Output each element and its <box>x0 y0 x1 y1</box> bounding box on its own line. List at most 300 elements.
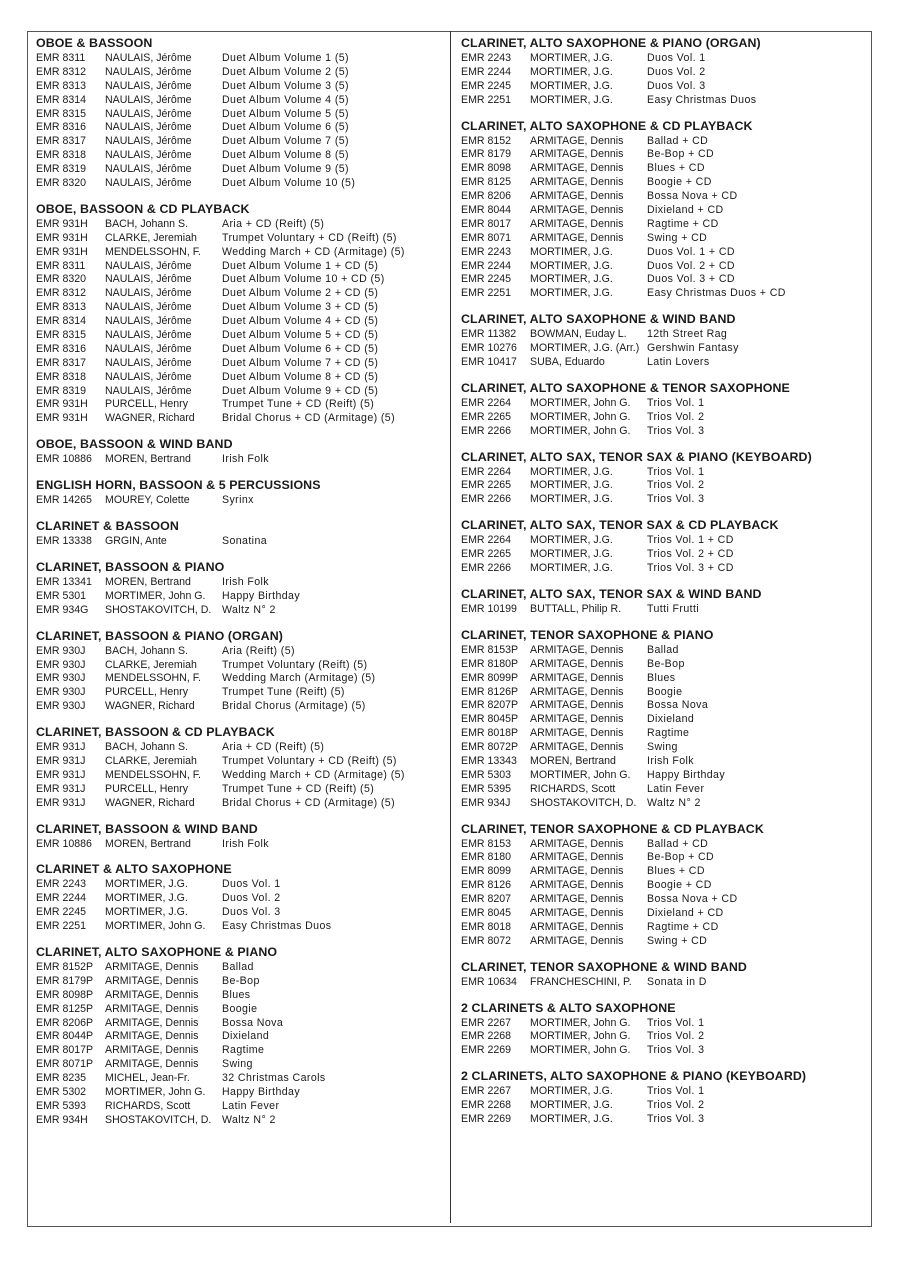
catalog-code: EMR 930J <box>36 672 86 685</box>
work-title: Duet Album Volume 5 + CD (5) <box>222 329 379 342</box>
catalog-code: EMR 10199 <box>461 602 517 615</box>
work-title: Trios Vol. 3 + CD <box>647 562 734 575</box>
catalog-code: EMR 8126 <box>461 879 512 892</box>
catalog-code: EMR 10886 <box>36 837 92 850</box>
work-title: Duos Vol. 2 + CD <box>647 259 735 272</box>
composer-name: ARMITAGE, Dennis <box>530 685 624 698</box>
catalog-entry <box>36 686 448 700</box>
catalog-code: EMR 8098P <box>36 988 94 1001</box>
catalog-entry <box>461 66 873 80</box>
catalog-entry <box>461 838 873 852</box>
catalog-entry <box>461 741 873 755</box>
catalog-entry <box>36 989 448 1003</box>
work-title: Waltz N° 2 <box>647 796 701 809</box>
catalog-section <box>461 448 873 508</box>
catalog-code: EMR 10886 <box>36 453 92 466</box>
composer-name: MORTIMER, J.G. <box>530 479 613 492</box>
composer-name: CLARKE, Jeremiah <box>105 754 197 767</box>
catalog-entry <box>461 797 873 811</box>
composer-name: NAULAIS, Jérôme <box>105 93 192 106</box>
catalog-code: EMR 8312 <box>36 287 87 300</box>
catalog-code: EMR 8152 <box>461 134 512 147</box>
work-title: Syrinx <box>222 494 254 507</box>
catalog-code: EMR 2245 <box>461 273 512 286</box>
composer-name: ARMITAGE, Dennis <box>105 960 199 973</box>
section-title: CLARINET, TENOR SAXOPHONE & CD PLAYBACK <box>461 821 764 836</box>
composer-name: MORTIMER, John G. <box>105 1085 206 1098</box>
catalog-code: EMR 931H <box>36 217 88 230</box>
composer-name: MORTIMER, John G. <box>530 768 631 781</box>
catalog-entry <box>461 1030 873 1044</box>
catalog-code: EMR 2251 <box>36 920 87 933</box>
catalog-entry <box>36 301 448 315</box>
composer-name: PURCELL, Henry <box>105 398 189 411</box>
composer-name: MORTIMER, J.G. <box>530 493 613 506</box>
catalog-entry <box>461 603 873 617</box>
work-title: Boogie <box>647 685 683 698</box>
work-title: Duos Vol. 1 + CD <box>647 245 735 258</box>
composer-name: ARMITAGE, Dennis <box>530 920 624 933</box>
composer-name: PURCELL, Henry <box>105 686 189 699</box>
catalog-entry <box>36 783 448 797</box>
catalog-section <box>36 627 448 714</box>
catalog-code: EMR 934H <box>36 1113 88 1126</box>
catalog-code: EMR 8180P <box>461 657 519 670</box>
composer-name: MENDELSSOHN, F. <box>105 672 201 685</box>
catalog-entry <box>461 260 873 274</box>
composer-name: GRGIN, Ante <box>105 535 167 548</box>
composer-name: NAULAIS, Jérôme <box>105 384 192 397</box>
work-title: Easy Christmas Duos <box>222 920 332 933</box>
catalog-entry <box>461 562 873 576</box>
composer-name: MENDELSSOHN, F. <box>105 245 201 258</box>
composer-name: MORTIMER, J.G. <box>530 562 613 575</box>
work-title: Latin Lovers <box>647 356 710 369</box>
composer-name: BACH, Johann S. <box>105 644 189 657</box>
work-title: Aria (Reift) (5) <box>222 644 295 657</box>
composer-name: NAULAIS, Jérôme <box>105 259 192 272</box>
composer-name: ARMITAGE, Dennis <box>105 1030 199 1043</box>
work-title: Ragtime <box>222 1044 265 1057</box>
catalog-entry <box>36 246 448 260</box>
catalog-code: EMR 2243 <box>36 878 87 891</box>
catalog-section <box>36 517 448 549</box>
section-title: CLARINET & ALTO SAXOPHONE <box>36 862 232 877</box>
catalog-entry <box>36 741 448 755</box>
catalog-entry <box>36 797 448 811</box>
composer-name: MORTIMER, J.G. <box>105 892 188 905</box>
catalog-code: EMR 2244 <box>461 65 512 78</box>
composer-name: RICHARDS, Scott <box>105 1099 191 1112</box>
composer-name: ARMITAGE, Dennis <box>530 893 624 906</box>
composer-name: MOREN, Bertrand <box>105 453 191 466</box>
work-title: Waltz N° 2 <box>222 603 276 616</box>
catalog-entry <box>36 398 448 412</box>
composer-name: ARMITAGE, Dennis <box>530 934 624 947</box>
catalog-entry <box>461 1085 873 1099</box>
catalog-entry <box>461 713 873 727</box>
catalog-code: EMR 8315 <box>36 107 87 120</box>
catalog-code: EMR 8180 <box>461 851 512 864</box>
catalog-code: EMR 13343 <box>461 754 517 767</box>
catalog-entry <box>36 878 448 892</box>
work-title: Trios Vol. 3 <box>647 424 705 437</box>
catalog-entry <box>461 935 873 949</box>
catalog-section <box>461 958 873 990</box>
work-title: Trumpet Tune (Reift) (5) <box>222 686 345 699</box>
catalog-code: EMR 8153 <box>461 837 512 850</box>
work-title: Wedding March + CD (Armitage) (5) <box>222 768 405 781</box>
work-title: Trios Vol. 1 <box>647 1016 705 1029</box>
composer-name: MORTIMER, J.G. <box>530 465 613 478</box>
work-title: Bossa Nova <box>647 699 709 712</box>
catalog-code: EMR 8152P <box>36 960 94 973</box>
composer-name: SHOSTAKOVITCH, D. <box>105 603 212 616</box>
work-title: Duet Album Volume 3 + CD (5) <box>222 301 379 314</box>
work-title: Waltz N° 2 <box>222 1113 276 1126</box>
catalog-code: EMR 2265 <box>461 548 512 561</box>
catalog-code: EMR 8125P <box>36 1002 94 1015</box>
work-title: Duet Album Volume 9 + CD (5) <box>222 384 379 397</box>
catalog-code: EMR 8179 <box>461 148 512 161</box>
work-title: Easy Christmas Duos + CD <box>647 287 786 300</box>
catalog-entry <box>461 466 873 480</box>
composer-name: ARMITAGE, Dennis <box>530 851 624 864</box>
work-title: Duos Vol. 1 <box>647 52 706 64</box>
catalog-entry <box>36 1044 448 1058</box>
section-title: OBOE, BASSOON & WIND BAND <box>36 437 233 452</box>
catalog-code: EMR 931H <box>36 412 88 425</box>
catalog-section <box>461 310 873 370</box>
section-title: CLARINET, BASSOON & CD PLAYBACK <box>36 725 275 740</box>
catalog-entry <box>36 1114 448 1128</box>
work-title: Trios Vol. 3 <box>647 1044 705 1057</box>
catalog-entry <box>461 232 873 246</box>
catalog-code: EMR 2251 <box>461 93 512 106</box>
catalog-entry <box>36 66 448 80</box>
catalog-section <box>36 723 448 810</box>
catalog-code: EMR 8153P <box>461 643 519 656</box>
composer-name: MORTIMER, John G. <box>530 424 631 437</box>
catalog-code: EMR 8045 <box>461 906 512 919</box>
catalog-entry <box>36 1058 448 1072</box>
catalog-code: EMR 8320 <box>36 177 87 190</box>
catalog-entry <box>36 920 448 934</box>
column-divider <box>450 31 451 1223</box>
catalog-entry <box>461 1099 873 1113</box>
composer-name: ARMITAGE, Dennis <box>105 1044 199 1057</box>
catalog-entry <box>461 976 873 990</box>
catalog-entry <box>461 328 873 342</box>
work-title: Ragtime + CD <box>647 217 719 230</box>
work-title: Bridal Chorus + CD (Armitage) (5) <box>222 412 396 425</box>
catalog-entry <box>461 644 873 658</box>
work-title: Duos Vol. 3 <box>222 906 281 919</box>
catalog-section <box>461 820 873 949</box>
composer-name: CLARKE, Jeremiah <box>105 231 197 244</box>
catalog-entry <box>36 576 448 590</box>
catalog-section <box>36 435 448 467</box>
catalog-entry <box>461 865 873 879</box>
section-title: 2 CLARINETS & ALTO SAXOPHONE <box>461 1000 676 1015</box>
composer-name: MORTIMER, J.G. <box>530 245 613 258</box>
catalog-entry <box>461 148 873 162</box>
catalog-code: EMR 8316 <box>36 121 87 134</box>
catalog-entry <box>461 921 873 935</box>
catalog-code: EMR 10634 <box>461 975 517 988</box>
catalog-entry <box>36 659 448 673</box>
catalog-section <box>461 379 873 439</box>
work-title: Trumpet Tune + CD (Reift) (5) <box>222 398 375 411</box>
catalog-entry <box>461 851 873 865</box>
work-title: Trios Vol. 2 <box>647 410 705 423</box>
catalog-code: EMR 8317 <box>36 356 87 369</box>
composer-name: ARMITAGE, Dennis <box>105 1016 199 1029</box>
work-title: Duos Vol. 2 <box>647 65 706 78</box>
work-title: Trios Vol. 1 <box>647 1085 705 1098</box>
catalog-code: EMR 931J <box>36 741 86 754</box>
catalog-code: EMR 10417 <box>461 356 517 369</box>
composer-name: ARMITAGE, Dennis <box>105 988 199 1001</box>
work-title: Bossa Nova + CD <box>647 893 738 906</box>
work-title: Bossa Nova + CD <box>647 190 738 203</box>
catalog-entry <box>36 287 448 301</box>
catalog-code: EMR 931H <box>36 231 88 244</box>
catalog-code: EMR 2243 <box>461 52 512 64</box>
catalog-code: EMR 5302 <box>36 1085 87 1098</box>
section-title: CLARINET, ALTO SAXOPHONE & PIANO <box>36 944 278 959</box>
work-title: Duos Vol. 2 <box>222 892 281 905</box>
work-title: Duet Album Volume 5 (5) <box>222 107 349 120</box>
catalog-entry <box>461 411 873 425</box>
catalog-entry <box>36 1072 448 1086</box>
work-title: Be-Bop <box>222 974 260 987</box>
catalog-entry <box>461 658 873 672</box>
catalog-code: EMR 930J <box>36 644 86 657</box>
work-title: Easy Christmas Duos <box>647 93 757 106</box>
catalog-entry <box>461 907 873 921</box>
catalog-entry <box>36 315 448 329</box>
section-title: CLARINET, ALTO SAX, TENOR SAX & CD PLAYBACK <box>461 518 779 533</box>
catalog-section <box>461 1067 873 1127</box>
work-title: Ballad + CD <box>647 134 709 147</box>
composer-name: NAULAIS, Jérôme <box>105 287 192 300</box>
composer-name: MORTIMER, J.G. <box>530 1112 613 1125</box>
catalog-code: EMR 8072 <box>461 934 512 947</box>
catalog-section <box>461 999 873 1059</box>
work-title: Swing + CD <box>647 934 708 947</box>
composer-name: ARMITAGE, Dennis <box>530 671 624 684</box>
catalog-entry <box>36 590 448 604</box>
work-title: Duet Album Volume 7 + CD (5) <box>222 356 379 369</box>
catalog-code: EMR 8126P <box>461 685 519 698</box>
composer-name: ARMITAGE, Dennis <box>530 837 624 850</box>
catalog-entry <box>461 190 873 204</box>
catalog-section <box>461 585 873 617</box>
section-title: CLARINET, TENOR SAXOPHONE & WIND BAND <box>461 959 747 974</box>
catalog-entry <box>36 94 448 108</box>
work-title: Duet Album Volume 7 (5) <box>222 135 349 148</box>
catalog-entry <box>461 879 873 893</box>
catalog-entry <box>461 287 873 301</box>
composer-name: ARMITAGE, Dennis <box>105 1002 199 1015</box>
catalog-entry <box>36 371 448 385</box>
catalog-code: EMR 8235 <box>36 1072 87 1085</box>
work-title: Be-Bop + CD <box>647 148 715 161</box>
catalog-entry <box>461 425 873 439</box>
work-title: Irish Folk <box>222 575 269 588</box>
catalog-code: EMR 8206P <box>36 1016 94 1029</box>
composer-name: ARMITAGE, Dennis <box>530 148 624 161</box>
work-title: Boogie + CD <box>647 176 712 189</box>
catalog-entry <box>461 783 873 797</box>
catalog-entry <box>461 686 873 700</box>
catalog-entry <box>461 769 873 783</box>
catalog-code: EMR 8071 <box>461 231 512 244</box>
catalog-entry <box>36 260 448 274</box>
catalog-entry <box>36 1086 448 1100</box>
composer-name: MORTIMER, J.G. <box>530 534 613 547</box>
work-title: Ballad + CD <box>647 837 709 850</box>
composer-name: ARMITAGE, Dennis <box>530 741 624 754</box>
work-title: Trumpet Tune + CD (Reift) (5) <box>222 782 375 795</box>
catalog-entry <box>36 645 448 659</box>
catalog-entry <box>461 162 873 176</box>
catalog-column-right <box>461 34 873 1136</box>
catalog-code: EMR 8319 <box>36 163 87 176</box>
work-title: Trios Vol. 2 + CD <box>647 548 734 561</box>
catalog-code: EMR 2267 <box>461 1016 512 1029</box>
catalog-section <box>36 200 448 426</box>
composer-name: MORTIMER, John G. <box>105 920 206 933</box>
section-title: CLARINET, ALTO SAXOPHONE & WIND BAND <box>461 312 736 327</box>
catalog-code: EMR 8313 <box>36 79 87 92</box>
catalog-entry <box>461 727 873 741</box>
work-title: Duet Album Volume 6 (5) <box>222 121 349 134</box>
composer-name: NAULAIS, Jérôme <box>105 370 192 383</box>
work-title: 12th Street Rag <box>647 328 728 341</box>
work-title: Dixieland + CD <box>647 906 724 919</box>
catalog-code: EMR 8017P <box>36 1044 94 1057</box>
composer-name: ARMITAGE, Dennis <box>530 657 624 670</box>
catalog-entry <box>461 246 873 260</box>
work-title: Boogie <box>222 1002 258 1015</box>
work-title: Sonata in D <box>647 975 707 988</box>
catalog-code: EMR 930J <box>36 700 86 713</box>
section-title: CLARINET, ALTO SAX, TENOR SAX & PIANO (KEYBOARD) <box>461 449 812 464</box>
composer-name: ARMITAGE, Dennis <box>530 699 624 712</box>
work-title: Blues + CD <box>647 865 705 878</box>
catalog-entry <box>36 838 448 852</box>
catalog-code: EMR 8072P <box>461 741 519 754</box>
catalog-code: EMR 2264 <box>461 396 512 409</box>
catalog-entry <box>461 356 873 370</box>
catalog-code: EMR 8314 <box>36 315 87 328</box>
work-title: Irish Folk <box>222 453 269 466</box>
catalog-code: EMR 2266 <box>461 424 512 437</box>
section-title: CLARINET, ALTO SAXOPHONE & PIANO (ORGAN) <box>461 36 761 50</box>
catalog-section <box>36 943 448 1128</box>
catalog-code: EMR 8315 <box>36 329 87 342</box>
catalog-entry <box>36 135 448 149</box>
composer-name: MORTIMER, J.G. <box>530 93 613 106</box>
composer-name: MORTIMER, John G. <box>105 589 206 602</box>
catalog-code: EMR 13341 <box>36 575 92 588</box>
catalog-code: EMR 2243 <box>461 245 512 258</box>
catalog-code: EMR 5303 <box>461 768 512 781</box>
work-title: Ragtime + CD <box>647 920 719 933</box>
work-title: Dixieland + CD <box>647 204 724 217</box>
composer-name: MORTIMER, J.G. <box>105 906 188 919</box>
section-title: 2 CLARINETS, ALTO SAXOPHONE & PIANO (KEYBOARD) <box>461 1069 807 1084</box>
catalog-entry <box>461 755 873 769</box>
catalog-entry <box>461 176 873 190</box>
work-title: Duet Album Volume 3 (5) <box>222 79 349 92</box>
work-title: Ballad <box>647 643 679 656</box>
composer-name: ARMITAGE, Dennis <box>105 1058 199 1071</box>
catalog-code: EMR 8099 <box>461 865 512 878</box>
catalog-code: EMR 2264 <box>461 534 512 547</box>
composer-name: MOUREY, Colette <box>105 494 190 507</box>
composer-name: NAULAIS, Jérôme <box>105 356 192 369</box>
catalog-code: EMR 13338 <box>36 535 92 548</box>
composer-name: WAGNER, Richard <box>105 796 195 809</box>
catalog-section <box>36 860 448 934</box>
catalog-entry <box>461 479 873 493</box>
composer-name: ARMITAGE, Dennis <box>530 879 624 892</box>
work-title: Duet Album Volume 10 + CD (5) <box>222 273 385 286</box>
catalog-entry <box>36 892 448 906</box>
work-title: Ballad <box>222 960 254 973</box>
work-title: Trios Vol. 1 + CD <box>647 534 734 547</box>
work-title: Bossa Nova <box>222 1016 284 1029</box>
composer-name: NAULAIS, Jérôme <box>105 329 192 342</box>
catalog-entry <box>36 975 448 989</box>
section-title: OBOE & BASSOON <box>36 36 153 50</box>
work-title: Trios Vol. 1 <box>647 396 705 409</box>
catalog-code: EMR 8316 <box>36 342 87 355</box>
work-title: Duet Album Volume 8 + CD (5) <box>222 370 379 383</box>
work-title: Irish Folk <box>647 754 694 767</box>
composer-name: ARMITAGE, Dennis <box>530 865 624 878</box>
composer-name: NAULAIS, Jérôme <box>105 273 192 286</box>
composer-name: MICHEL, Jean-Fr. <box>105 1072 190 1085</box>
composer-name: ARMITAGE, Dennis <box>530 162 624 175</box>
work-title: Duet Album Volume 4 (5) <box>222 93 349 106</box>
work-title: Bridal Chorus (Armitage) (5) <box>222 700 366 713</box>
composer-name: MOREN, Bertrand <box>530 754 616 767</box>
work-title: Duos Vol. 3 <box>647 79 706 92</box>
catalog-entry <box>36 961 448 975</box>
composer-name: NAULAIS, Jérôme <box>105 177 192 190</box>
composer-name: NAULAIS, Jérôme <box>105 52 192 64</box>
catalog-entry <box>36 700 448 714</box>
composer-name: ARMITAGE, Dennis <box>530 204 624 217</box>
catalog-code: EMR 2266 <box>461 493 512 506</box>
composer-name: MORTIMER, J.G. <box>530 65 613 78</box>
work-title: Duet Album Volume 10 (5) <box>222 177 356 190</box>
composer-name: MORTIMER, J.G. <box>530 259 613 272</box>
composer-name: BUTTALL, Philip R. <box>530 602 622 615</box>
work-title: Irish Folk <box>222 837 269 850</box>
composer-name: BOWMAN, Euday L. <box>530 328 627 341</box>
composer-name: MORTIMER, J.G. <box>530 548 613 561</box>
catalog-code: EMR 8099P <box>461 671 519 684</box>
composer-name: MORTIMER, John G. <box>530 396 631 409</box>
catalog-code: EMR 8017 <box>461 217 512 230</box>
catalog-code: EMR 931J <box>36 796 86 809</box>
catalog-entry <box>36 604 448 618</box>
